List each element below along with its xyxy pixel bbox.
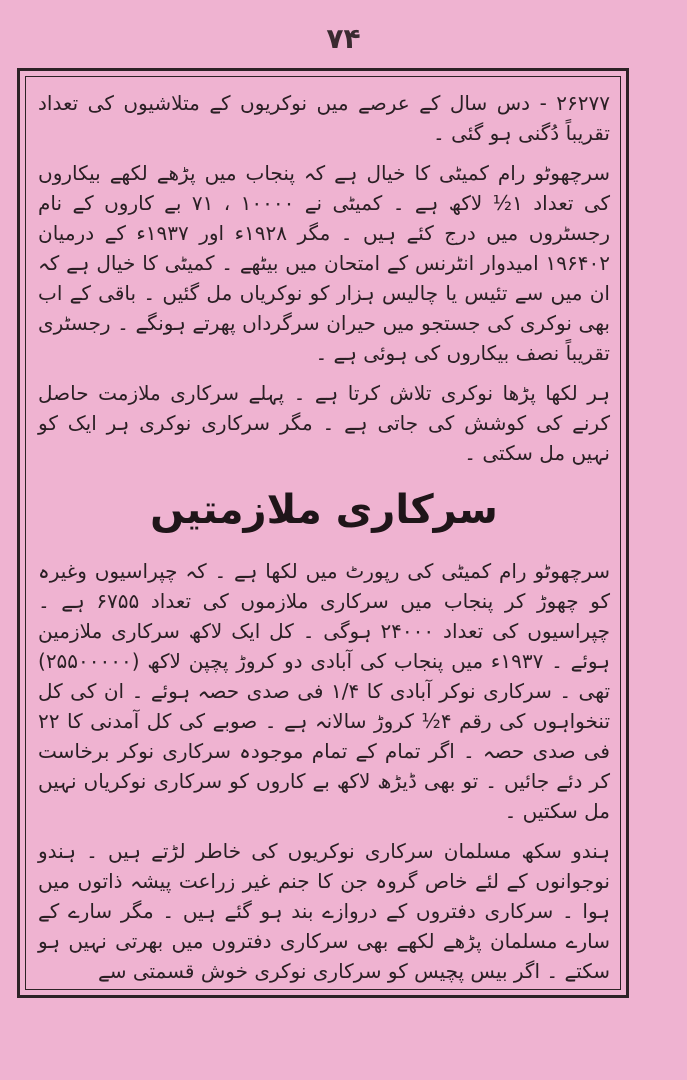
paragraph: ۲۶۲۷۷ - دس سال کے عرصے میں نوکریوں کے متلاشیوں کی تعداد تقریباً دُگنی ہو گئی ۔ (38, 91, 610, 145)
paragraph: سرچھوٹو رام کمیٹی کی رپورٹ میں لکھا ہے ۔ کہ چپراسیوں وغیرہ کو چھوڑ کر پنجاب میں سرکاری ملازموں کی تعداد ۶۷۵۵ ہے ۔ چپراسیوں کی تعداد ۲۴۰۰۰ ہوگی ۔ کل ایک لاکھ سرکاری ملازمین ہوئے ۔ ۱۹۳۷ء میں پنجاب کی آبادی دو کروڑ پچپن لاکھ (۲۵۵۰۰۰۰۰) تھی ۔ سرکاری نوکر آبادی کا ۱/۴ فی صدی حصہ ہوئے ۔ ان کی کل تنخواہوں کی رقم ۴½ کروڑ سالانہ ہے ۔ صوبے کی کل آمدنی کا ۲۲ فی صدی حصہ ۔ اگر تمام کے تمام موجودہ سرکاری نوکر برخاست کر دئے جائیں ۔ تو بھی ڈیڑھ لاکھ بے کاروں کو سرکاری نوکریاں نہیں مل سکتیں ۔ (38, 559, 611, 823)
paragraph: ہندو سکھ مسلمان سرکاری نوکریوں کی خاطر لڑتے ہیں ۔ ہندو نوجوانوں کے لئے خاص گروہ جن کا جنم غیر زراعت پیشہ ذاتوں میں ہوا ۔ سرکاری دفتروں کے دروازے بند ہو گئے ہیں ۔ مگر سارے کے سارے مسلمان پڑھے لکھے بھی سرکاری دفتروں میں بھرتی نہیں ہو سکتے ۔ اگر بیس پچیس کو سرکاری نوکری خوش قسمتی سے (38, 839, 610, 983)
page-number: ۷۴ (326, 22, 361, 55)
page-content (38, 88, 610, 988)
paragraph: سرچھوٹو رام کمیٹی کا خیال ہے کہ پنجاب میں پڑھے لکھے بیکاروں کی تعداد ۱½ لاکھ ہے ۔ کمیٹی نے ۱۰۰۰۰ ، ۷۱ بے کاروں کے نام رجسٹروں میں درج کئے ہیں ۔ مگر ۱۹۲۸ء اور ۱۹۳۷ء کے درمیان ۱۹۶۴۰۲ امیدوار انٹرنس کے امتحان میں بیٹھے ۔ کمیٹی کا خیال ہے کہ ان میں سے تئیس یا چالیس ہزار کو نوکریاں مل گئیں ۔ باقی کے اب بھی نوکری کی جستجو میں حیران سرگرداں پھرتے ہونگے ۔ رجسٹری تقریباً نصف بیکاروں کی ہوئی ہے ۔ (38, 161, 611, 365)
paragraph: ہر لکھا پڑھا نوکری تلاش کرتا ہے ۔ پہلے سرکاری ملازمت حاصل کرنے کی کوشش کی جاتی ہے ۔ مگر سرکاری نوکری ہر ایک کو نہیں مل سکتی ۔ (38, 381, 610, 465)
section-heading: سرکاری ملازمتیں (150, 487, 498, 533)
